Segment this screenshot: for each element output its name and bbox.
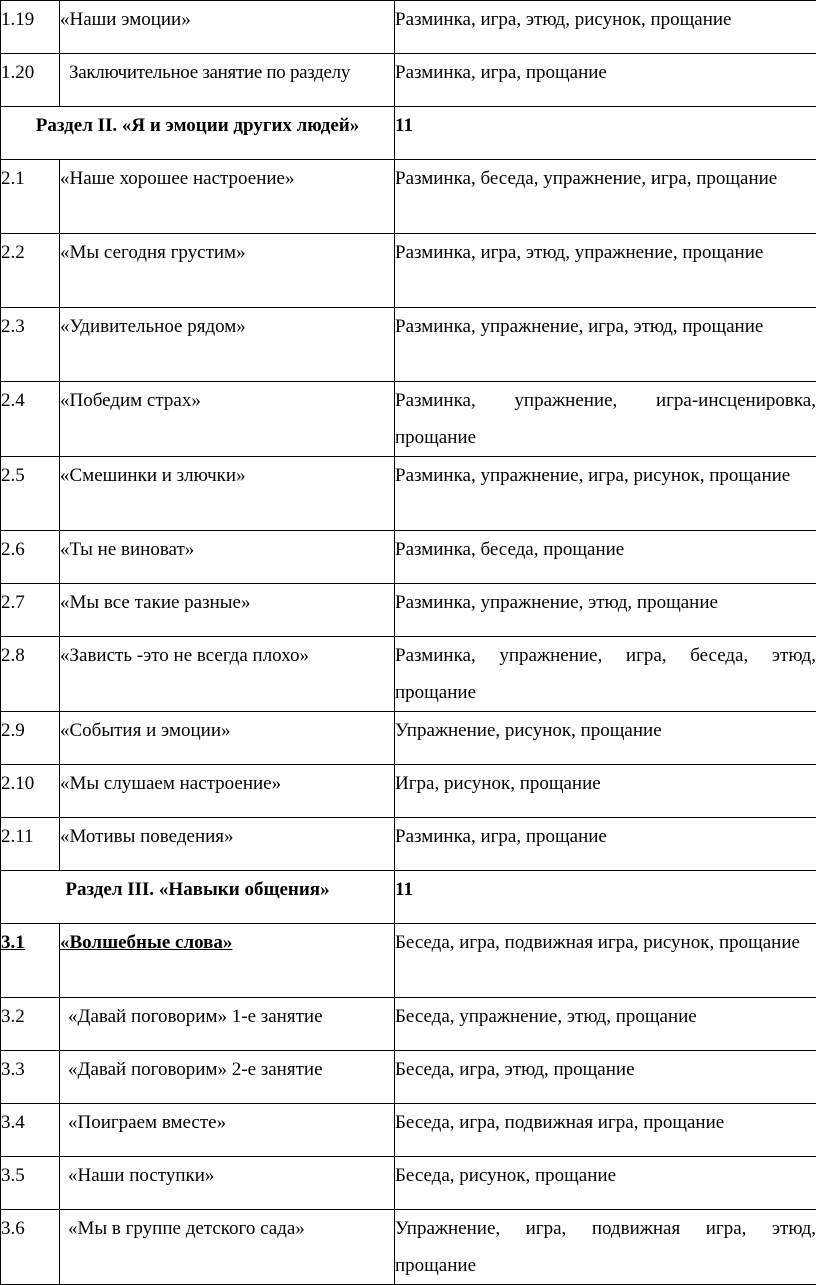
table-row	[1, 160, 816, 234]
lesson-activities: Беседа, упражнение, этюд, прощание	[395, 998, 816, 1051]
lesson-activities: Разминка, упражнение, игра, рисунок, прощание	[395, 457, 816, 531]
lesson-topic: «Ты не виноват»	[60, 531, 395, 584]
table-row	[1, 1051, 816, 1104]
lesson-topic: «Мы слушаем настроение»	[60, 765, 395, 818]
lesson-number: 3.6	[1, 1210, 60, 1285]
table-row	[1, 818, 816, 871]
lesson-activities: Разминка, упражнение, игра, беседа, этюд, прощание	[395, 637, 816, 712]
lesson-activities: Разминка, игра, этюд, упражнение, прощание	[395, 234, 816, 308]
section-hours: 11	[395, 871, 816, 924]
lesson-topic: «Мы в группе детского сада»	[60, 1210, 395, 1285]
lesson-topic: «Смешинки и злючки»	[60, 457, 395, 531]
lesson-activities: Игра, рисунок, прощание	[395, 765, 816, 818]
lesson-topic: «Поиграем вместе»	[60, 1104, 395, 1157]
lesson-topic: «Зависть -это не всегда плохо»	[60, 637, 395, 712]
lesson-activities: Разминка, игра, этюд, рисунок, прощание	[395, 1, 816, 54]
lesson-activities: Разминка, игра, прощание	[395, 54, 816, 107]
lesson-activities: Упражнение, рисунок, прощание	[395, 712, 816, 765]
lesson-topic: «Мы все такие разные»	[60, 584, 395, 637]
table-row	[1, 308, 816, 382]
lesson-number: 1.20	[1, 54, 60, 107]
lesson-number: 2.2	[1, 234, 60, 308]
lesson-number: 2.1	[1, 160, 60, 234]
table-row	[1, 1, 816, 54]
table-row	[1, 924, 816, 998]
lesson-activities: Беседа, рисунок, прощание	[395, 1157, 816, 1210]
table-row	[1, 712, 816, 765]
lesson-topic: «Наши эмоции»	[60, 1, 395, 54]
lesson-number: 1.19	[1, 1, 60, 54]
lesson-number: 2.4	[1, 382, 60, 457]
section-title: Раздел II. «Я и эмоции других людей»	[1, 107, 395, 160]
lesson-activities: Разминка, беседа, прощание	[395, 531, 816, 584]
lesson-activities: Беседа, игра, этюд, прощание	[395, 1051, 816, 1104]
lesson-number: 2.11	[1, 818, 60, 871]
lesson-number: 2.6	[1, 531, 60, 584]
lesson-topic: «Мотивы поведения»	[60, 818, 395, 871]
lesson-activities: Беседа, игра, подвижная игра, прощание	[395, 1104, 816, 1157]
lesson-topic: «События и эмоции»	[60, 712, 395, 765]
section-header-row	[1, 871, 816, 924]
lesson-number: 2.10	[1, 765, 60, 818]
lesson-number: 3.3	[1, 1051, 60, 1104]
lesson-topic: «Наши поступки»	[60, 1157, 395, 1210]
lesson-number: 2.3	[1, 308, 60, 382]
table-row	[1, 765, 816, 818]
lesson-number	[1, 924, 60, 998]
lesson-topic: «Давай поговорим» 2-е занятие	[60, 1051, 395, 1104]
lesson-number: 3.4	[1, 1104, 60, 1157]
lesson-activities: Разминка, упражнение, этюд, прощание	[395, 584, 816, 637]
lesson-topic: Заключительное занятие по разделу	[60, 54, 395, 107]
lesson-number: 2.9	[1, 712, 60, 765]
section-title: Раздел III. «Навыки общения»	[1, 871, 395, 924]
lesson-activities: Упражнение, игра, подвижная игра, этюд, прощание	[395, 1210, 816, 1285]
lesson-topic: «Мы сегодня грустим»	[60, 234, 395, 308]
table-row	[1, 531, 816, 584]
table-row	[1, 382, 816, 457]
lesson-number: 2.7	[1, 584, 60, 637]
lesson-topic: «Победим страх»	[60, 382, 395, 457]
section-hours: 11	[395, 107, 816, 160]
lesson-activities: Разминка, упражнение, игра, этюд, прощание	[395, 308, 816, 382]
table-row	[1, 637, 816, 712]
lesson-number-text: 3.1	[1, 932, 25, 953]
lesson-activities: Разминка, игра, прощание	[395, 818, 816, 871]
lesson-number: 3.5	[1, 1157, 60, 1210]
table-row	[1, 1104, 816, 1157]
lesson-topic	[60, 924, 395, 998]
table-row	[1, 54, 816, 107]
lesson-number: 2.5	[1, 457, 60, 531]
lesson-topic: «Удивительное рядом»	[60, 308, 395, 382]
lesson-activities: Беседа, игра, подвижная игра, рисунок, прощание	[395, 924, 816, 998]
lesson-topic-text: «Волшебные слова»	[60, 932, 232, 953]
table-row	[1, 584, 816, 637]
table-row	[1, 1210, 816, 1285]
table-row	[1, 234, 816, 308]
lesson-number: 3.2	[1, 998, 60, 1051]
table-row	[1, 1157, 816, 1210]
lesson-activities: Разминка, упражнение, игра-инсценировка, прощание	[395, 382, 816, 457]
lesson-topic: «Наше хорошее настроение»	[60, 160, 395, 234]
lesson-number: 2.8	[1, 637, 60, 712]
table-row	[1, 998, 816, 1051]
section-header-row	[1, 107, 816, 160]
lesson-topic: «Давай поговорим» 1-е занятие	[60, 998, 395, 1051]
lesson-activities: Разминка, беседа, упражнение, игра, прощание	[395, 160, 816, 234]
table-row	[1, 457, 816, 531]
